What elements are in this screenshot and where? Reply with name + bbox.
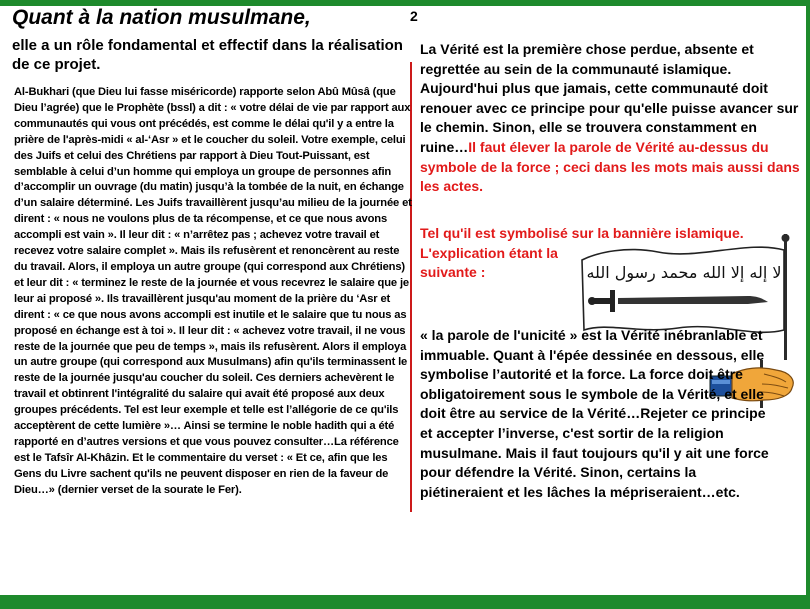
unicity-paragraph: « la parole de l'unicité » est la Vérité inébranlable et immuable. Quant à l'épée dessinée en dessous, elle symbolise l’autorité et la force. La force doit être obligatoirement sous le symbole de la Vérité, et elle doit être au service de la Vérité…Rejeter ce principe et accepter l’inverse, c'est sortir de la religion musulmane. Mais il faut toujours qu'il y ait une force pour défendre la Vérité. Sinon, certains la piétineraient et les lâches la mépriseraient…etc. bbox=[420, 327, 769, 500]
banner-caption-line2: L'explication étant la suivante : bbox=[420, 244, 558, 281]
bottom-border bbox=[0, 595, 810, 609]
hadith-paragraph: Al-Bukhari (que Dieu lui fasse miséricorde) rapporte selon Abû Mûsâ (que Dieu l’agrée) que le Prophète (bssl) a dit : « votre délai de vie par rapport aux communautés qui vous ont précédés, est comme le délai qu'il y a entre la prière de l'après-midi « al-‘Asr » et le coucher du soleil. Votre exemple, celui des Juifs et celui des Chrétiens par rapport à Dieu Tout-Puissant, est semblable à celui d’un homme qui employa un groupe de personnes afin d’accomplir un ouvrage (du matin) jusqu’à la tombée de la nuit, en échange d’un salaire déterminé. Les Juifs travaillèrent jusqu’au milieu de la journée et dirent : « nous ne voulons plus de ta récompense, et ce que nous avons accompli est vain ». Il leur dit : « n’arrêtez pas ; achevez votre travail et recevez votre salaire complet ». Mais ils refusèrent et renoncèrent au reste du travail. Alors, il employa un autre groupe (qui correspond aux Chrétiens) et leur dit : « terminez le reste de la journée et vous recevrez le salaire que je leur ai proposé ». Ils travaillèrent jusqu'au moment de la prière du ‘Asr et dirent : « ce que nous avons accompli est inutile et le salaire que tu nous as proposé en échange est à toi ». Il leur dit : « achevez votre travail, il ne vous reste de la journée que peu de temps », mais ils refusèrent. Alors il employa un autre groupe (qui correspond aux Musulmans) afin qu'ils terminassent le reste de la journée jusqu'au coucher du soleil. Ces derniers achevèrent le travail et obtinrent l'intégralité du salaire qui avait été proposé aux deux groupes précédents. Tel est leur exemple et telle est l’allégorie de ce qu'ils acceptèrent de cette lumière »… Ainsi se termine le noble hadith qui a été rapporté en d’autres versions et que vous pouvez consulter…La référence est le Tafsîr Al-Khâzin. Et le commentaire du verset : « Et ce, afin que les Gens du Livre sachent qu'ils ne peuvent disposer en rien de la faveur de Dieu…» (dernier verset de la sourate le Fer). bbox=[14, 86, 412, 496]
page-title: Quant à la nation musulmane, bbox=[12, 6, 311, 29]
truth-paragraph-text: La Vérité est la première chose perdue, absente et regrettée au sein de la communauté islamique. Aujourd'hui plus que jamais, cette communauté doit renouer avec ce principe pour qu'elle puisse avancer sur le chemin. Sinon, elle se trouvera constamment en ruine… bbox=[420, 41, 799, 155]
page-number: 2 bbox=[410, 8, 418, 24]
right-border bbox=[806, 0, 810, 609]
pole-finial bbox=[782, 234, 790, 242]
shahada-inscription: لا إله إلا الله محمد رسول الله bbox=[586, 263, 782, 282]
truth-paragraph bbox=[420, 40, 802, 197]
truth-paragraph-highlight: Il faut élever la parole de Vérité au-dessus du symbole de la force ; ceci dans les mots mais aussi dans les actes. bbox=[420, 138, 800, 195]
page-subtitle: elle a un rôle fondamental et effectif dans la réalisation de ce projet. bbox=[12, 37, 403, 73]
flag-cloth bbox=[582, 247, 784, 332]
banner-caption-line1: Tel qu'il est symbolisé sur la bannière islamique. bbox=[420, 225, 744, 241]
